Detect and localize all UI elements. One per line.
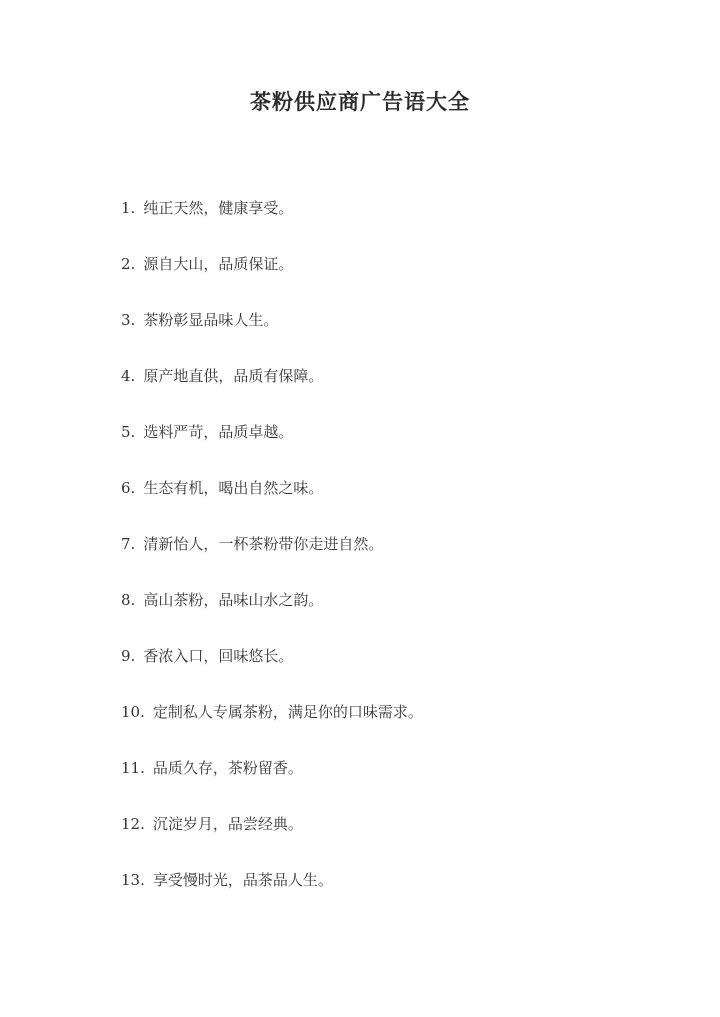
item-number: 11. [121,759,145,777]
item-text: 品质久存，茶粉留香。 [152,759,303,777]
item-number: 3. [121,311,136,329]
list-item [121,532,423,588]
list-item [121,868,423,924]
item-text: 沉淀岁月，品尝经典。 [152,815,303,833]
list-item [121,364,423,420]
item-text: 源自大山，品质保证。 [143,255,294,273]
item-text: 茶粉彰显品味人生。 [143,311,279,329]
item-number: 10. [121,703,145,721]
item-text: 清新怡人，一杯茶粉带你走进自然。 [143,535,384,553]
item-number: 13. [121,871,145,889]
list-item [121,308,423,364]
item-text: 生态有机，喝出自然之味。 [143,479,324,497]
item-text: 定制私人专属茶粉，满足你的口味需求。 [152,703,423,721]
list-item [121,196,423,252]
item-text: 选料严苛，品质卓越。 [143,423,294,441]
item-text: 纯正天然，健康享受。 [143,199,294,217]
list-item [121,756,423,812]
list-item [121,588,423,644]
item-number: 6. [121,479,136,497]
item-number: 4. [121,367,136,385]
list-item [121,476,423,532]
list-item [121,420,423,476]
item-number: 2. [121,255,136,273]
page-title: 茶粉供应商广告语大全 [250,89,470,114]
item-number: 1. [121,199,136,217]
item-text: 享受慢时光，品茶品人生。 [152,871,333,889]
item-text: 香浓入口，回味悠长。 [143,647,294,665]
item-number: 9. [121,647,136,665]
item-text: 高山茶粉，品味山水之韵。 [143,591,324,609]
list-item [121,644,423,700]
list-item [121,812,423,868]
item-number: 5. [121,423,136,441]
item-text: 原产地直供，品质有保障。 [143,367,324,385]
list-item [121,252,423,308]
item-number: 8. [121,591,136,609]
list-item [121,700,423,756]
slogan-list [121,196,423,924]
item-number: 12. [121,815,145,833]
item-number: 7. [121,535,136,553]
